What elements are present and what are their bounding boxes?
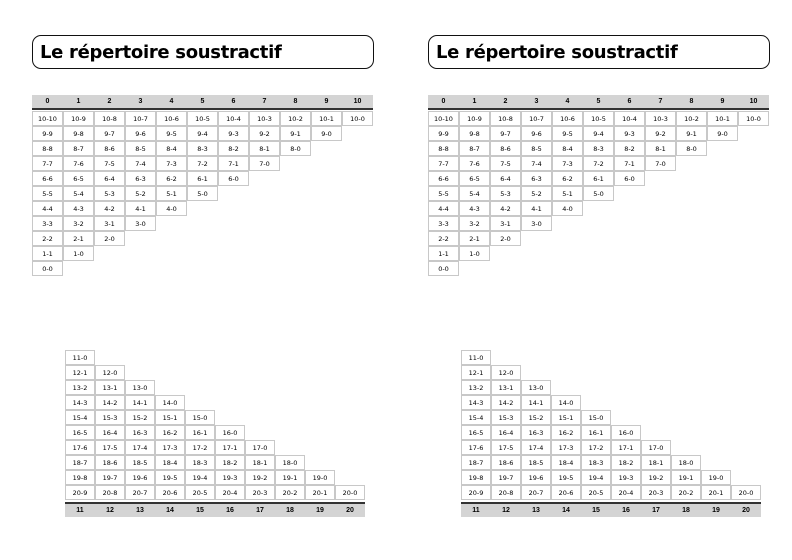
header-cell: 19 xyxy=(712,507,720,514)
subtraction-cell: 9-6 xyxy=(521,126,552,141)
subtraction-cell: 2-0 xyxy=(94,231,125,246)
subtraction-cell: 18-4 xyxy=(155,455,185,470)
subtraction-cell: 19-4 xyxy=(581,470,611,485)
subtraction-cell: 7-4 xyxy=(125,156,156,171)
subtraction-cell: 2-1 xyxy=(459,231,490,246)
subtraction-cell: 3-2 xyxy=(459,216,490,231)
subtraction-cell: 19-5 xyxy=(551,470,581,485)
subtraction-cell: 19-4 xyxy=(185,470,215,485)
subtraction-cell: 16-3 xyxy=(125,425,155,440)
subtraction-cell: 6-4 xyxy=(490,171,521,186)
subtraction-cell: 17-6 xyxy=(65,440,95,455)
subtraction-cell: 2-1 xyxy=(63,231,94,246)
subtraction-cell: 4-4 xyxy=(32,201,63,216)
subtraction-cell: 14-2 xyxy=(491,395,521,410)
subtraction-cell: 10-9 xyxy=(63,111,94,126)
subtraction-cell: 10-5 xyxy=(583,111,614,126)
subtraction-cell: 18-6 xyxy=(491,455,521,470)
subtraction-cell: 18-7 xyxy=(461,455,491,470)
subtraction-cell: 18-1 xyxy=(245,455,275,470)
subtraction-cell: 20-3 xyxy=(641,485,671,500)
subtraction-cell: 20-6 xyxy=(551,485,581,500)
subtraction-cell: 19-8 xyxy=(461,470,491,485)
subtraction-cell: 8-4 xyxy=(552,141,583,156)
subtraction-cell: 8-7 xyxy=(459,141,490,156)
subtraction-cell: 10-2 xyxy=(280,111,311,126)
header-cell: 16 xyxy=(226,507,234,514)
subtraction-cell: 8-3 xyxy=(187,141,218,156)
subtraction-cell: 20-9 xyxy=(65,485,95,500)
subtraction-cell: 19-1 xyxy=(275,470,305,485)
header-cell: 10 xyxy=(749,98,758,105)
subtraction-cell: 12-0 xyxy=(491,365,521,380)
subtraction-cell: 17-5 xyxy=(491,440,521,455)
subtraction-cell: 10-9 xyxy=(459,111,490,126)
bottom-header-row xyxy=(461,502,761,517)
subtraction-cell: 20-1 xyxy=(701,485,731,500)
subtraction-cell: 9-3 xyxy=(218,126,249,141)
subtraction-cell: 16-3 xyxy=(521,425,551,440)
subtraction-cell: 10-10 xyxy=(428,111,459,126)
header-cell: 12 xyxy=(106,507,114,514)
subtraction-cell: 3-0 xyxy=(521,216,552,231)
subtraction-cell: 14-1 xyxy=(521,395,551,410)
subtraction-cell: 20-2 xyxy=(275,485,305,500)
subtraction-cell: 18-3 xyxy=(581,455,611,470)
subtraction-cell: 17-1 xyxy=(611,440,641,455)
subtraction-cell: 6-5 xyxy=(63,171,94,186)
subtraction-cell: 17-3 xyxy=(155,440,185,455)
bottom-header-row xyxy=(65,502,365,517)
subtraction-cell: 10-1 xyxy=(311,111,342,126)
subtraction-cell: 18-5 xyxy=(521,455,551,470)
header-cell: 3 xyxy=(534,98,539,105)
subtraction-cell: 5-1 xyxy=(156,186,187,201)
subtraction-cell: 3-1 xyxy=(94,216,125,231)
header-cell: 5 xyxy=(596,98,601,105)
subtraction-cell: 7-5 xyxy=(94,156,125,171)
subtraction-cell: 5-4 xyxy=(459,186,490,201)
subtraction-cell: 20-5 xyxy=(185,485,215,500)
header-cell: 6 xyxy=(231,98,236,105)
header-cell: 2 xyxy=(503,98,508,105)
subtraction-cell: 6-1 xyxy=(583,171,614,186)
subtraction-cell: 11-0 xyxy=(461,350,491,365)
subtraction-cell: 11-0 xyxy=(65,350,95,365)
subtraction-cell: 14-1 xyxy=(125,395,155,410)
header-cell: 11 xyxy=(472,507,480,514)
subtraction-cell: 10-7 xyxy=(521,111,552,126)
subtraction-cell: 18-0 xyxy=(671,455,701,470)
header-cell: 1 xyxy=(472,98,477,105)
subtraction-cell: 20-4 xyxy=(215,485,245,500)
subtraction-cell: 20-7 xyxy=(125,485,155,500)
subtraction-cell: 10-7 xyxy=(125,111,156,126)
header-cell: 2 xyxy=(107,98,112,105)
subtraction-cell: 15-3 xyxy=(491,410,521,425)
subtraction-cell: 19-0 xyxy=(701,470,731,485)
subtraction-cell: 16-4 xyxy=(95,425,125,440)
subtraction-cell: 16-5 xyxy=(65,425,95,440)
subtraction-cell: 10-4 xyxy=(218,111,249,126)
subtraction-cell: 8-8 xyxy=(428,141,459,156)
subtraction-cell: 15-3 xyxy=(95,410,125,425)
subtraction-cell: 8-8 xyxy=(32,141,63,156)
subtraction-cell: 3-1 xyxy=(490,216,521,231)
subtraction-cell: 9-5 xyxy=(156,126,187,141)
subtraction-cell: 14-3 xyxy=(65,395,95,410)
subtraction-cell: 4-4 xyxy=(428,201,459,216)
subtraction-cell: 13-1 xyxy=(491,380,521,395)
subtraction-cell: 17-2 xyxy=(185,440,215,455)
subtraction-cell: 15-1 xyxy=(155,410,185,425)
subtraction-cell: 7-2 xyxy=(583,156,614,171)
worksheet-right xyxy=(396,0,792,560)
header-cell: 4 xyxy=(169,98,174,105)
subtraction-cell: 19-7 xyxy=(491,470,521,485)
subtraction-cell: 20-3 xyxy=(245,485,275,500)
subtraction-cell: 6-2 xyxy=(552,171,583,186)
header-cell: 7 xyxy=(658,98,663,105)
subtraction-cell: 15-1 xyxy=(551,410,581,425)
subtraction-cell: 1-0 xyxy=(63,246,94,261)
subtraction-cell: 20-2 xyxy=(671,485,701,500)
subtraction-cell: 9-6 xyxy=(125,126,156,141)
subtraction-cell: 20-7 xyxy=(521,485,551,500)
subtraction-cell: 16-0 xyxy=(611,425,641,440)
subtraction-cell: 19-7 xyxy=(95,470,125,485)
subtraction-cell: 6-5 xyxy=(459,171,490,186)
subtraction-cell: 8-1 xyxy=(645,141,676,156)
subtraction-cell: 19-8 xyxy=(65,470,95,485)
subtraction-cell: 20-5 xyxy=(581,485,611,500)
subtraction-cell: 14-0 xyxy=(155,395,185,410)
header-cell: 12 xyxy=(502,507,510,514)
subtraction-cell: 17-2 xyxy=(581,440,611,455)
subtraction-cell: 17-4 xyxy=(125,440,155,455)
subtraction-cell: 8-3 xyxy=(583,141,614,156)
subtraction-cell: 7-4 xyxy=(521,156,552,171)
page-title: Le répertoire soustractif xyxy=(436,42,678,63)
subtraction-cell: 20-8 xyxy=(95,485,125,500)
subtraction-cell: 7-7 xyxy=(428,156,459,171)
subtraction-cell: 19-0 xyxy=(305,470,335,485)
subtraction-cell: 7-3 xyxy=(552,156,583,171)
subtraction-cell: 10-5 xyxy=(187,111,218,126)
subtraction-cell: 7-1 xyxy=(218,156,249,171)
subtraction-cell: 15-2 xyxy=(521,410,551,425)
subtraction-cell: 9-5 xyxy=(552,126,583,141)
subtraction-cell: 10-6 xyxy=(156,111,187,126)
subtraction-cell: 3-3 xyxy=(428,216,459,231)
subtraction-cell: 4-1 xyxy=(125,201,156,216)
subtraction-cell: 3-3 xyxy=(32,216,63,231)
header-cell: 18 xyxy=(682,507,690,514)
subtraction-cell: 6-3 xyxy=(521,171,552,186)
header-cell: 20 xyxy=(346,507,354,514)
subtraction-cell: 16-5 xyxy=(461,425,491,440)
header-cell: 9 xyxy=(720,98,725,105)
subtraction-cell: 4-2 xyxy=(490,201,521,216)
subtraction-cell: 7-6 xyxy=(459,156,490,171)
subtraction-cell: 17-3 xyxy=(551,440,581,455)
subtraction-cell: 18-6 xyxy=(95,455,125,470)
subtraction-cell: 20-8 xyxy=(491,485,521,500)
subtraction-cell: 9-9 xyxy=(32,126,63,141)
subtraction-cell: 13-2 xyxy=(461,380,491,395)
subtraction-cell: 6-4 xyxy=(94,171,125,186)
subtraction-cell: 9-1 xyxy=(676,126,707,141)
subtraction-cell: 8-0 xyxy=(280,141,311,156)
subtraction-cell: 1-1 xyxy=(32,246,63,261)
subtraction-cell: 4-1 xyxy=(521,201,552,216)
subtraction-cell: 8-0 xyxy=(676,141,707,156)
subtraction-cell: 19-3 xyxy=(611,470,641,485)
subtraction-cell: 5-4 xyxy=(63,186,94,201)
header-cell: 3 xyxy=(138,98,143,105)
header-cell: 9 xyxy=(324,98,329,105)
header-cell: 17 xyxy=(256,507,264,514)
subtraction-cell: 10-6 xyxy=(552,111,583,126)
subtraction-cell: 10-8 xyxy=(490,111,521,126)
subtraction-cell: 10-0 xyxy=(342,111,373,126)
header-cell: 8 xyxy=(293,98,298,105)
subtraction-cell: 19-5 xyxy=(155,470,185,485)
subtraction-cell: 7-6 xyxy=(63,156,94,171)
subtraction-cell: 3-0 xyxy=(125,216,156,231)
subtraction-cell: 19-1 xyxy=(671,470,701,485)
subtraction-cell: 18-1 xyxy=(641,455,671,470)
subtraction-cell: 8-2 xyxy=(614,141,645,156)
header-cell: 14 xyxy=(562,507,570,514)
subtraction-cell: 14-0 xyxy=(551,395,581,410)
subtraction-cell: 13-2 xyxy=(65,380,95,395)
subtraction-cell: 18-2 xyxy=(611,455,641,470)
subtraction-cell: 5-0 xyxy=(583,186,614,201)
subtraction-cell: 12-1 xyxy=(461,365,491,380)
subtraction-cell: 9-0 xyxy=(707,126,738,141)
top-header-row xyxy=(32,95,373,110)
subtraction-cell: 9-8 xyxy=(459,126,490,141)
subtraction-cell: 8-6 xyxy=(94,141,125,156)
subtraction-cell: 10-8 xyxy=(94,111,125,126)
subtraction-cell: 20-6 xyxy=(155,485,185,500)
header-cell: 13 xyxy=(532,507,540,514)
subtraction-cell: 20-1 xyxy=(305,485,335,500)
subtraction-cell: 6-2 xyxy=(156,171,187,186)
subtraction-cell: 15-0 xyxy=(185,410,215,425)
subtraction-cell: 16-1 xyxy=(185,425,215,440)
subtraction-cell: 16-2 xyxy=(155,425,185,440)
subtraction-cell: 13-0 xyxy=(125,380,155,395)
subtraction-cell: 0-0 xyxy=(32,261,63,276)
title-box xyxy=(32,35,374,69)
header-cell: 14 xyxy=(166,507,174,514)
header-cell: 15 xyxy=(196,507,204,514)
header-cell: 16 xyxy=(622,507,630,514)
subtraction-cell: 5-5 xyxy=(32,186,63,201)
subtraction-cell: 20-9 xyxy=(461,485,491,500)
subtraction-cell: 5-2 xyxy=(125,186,156,201)
subtraction-cell: 8-6 xyxy=(490,141,521,156)
subtraction-cell: 9-2 xyxy=(249,126,280,141)
subtraction-cell: 17-0 xyxy=(641,440,671,455)
subtraction-cell: 14-2 xyxy=(95,395,125,410)
subtraction-cell: 18-0 xyxy=(275,455,305,470)
subtraction-cell: 19-3 xyxy=(215,470,245,485)
header-cell: 6 xyxy=(627,98,632,105)
subtraction-cell: 16-4 xyxy=(491,425,521,440)
subtraction-cell: 19-6 xyxy=(125,470,155,485)
subtraction-cell: 18-2 xyxy=(215,455,245,470)
subtraction-cell: 2-2 xyxy=(428,231,459,246)
subtraction-cell: 6-3 xyxy=(125,171,156,186)
subtraction-cell: 16-2 xyxy=(551,425,581,440)
title-box xyxy=(428,35,770,69)
subtraction-cell: 6-0 xyxy=(614,171,645,186)
header-cell: 11 xyxy=(76,507,84,514)
header-cell: 8 xyxy=(689,98,694,105)
subtraction-cell: 9-8 xyxy=(63,126,94,141)
header-cell: 19 xyxy=(316,507,324,514)
subtraction-cell: 7-0 xyxy=(249,156,280,171)
subtraction-cell: 17-0 xyxy=(245,440,275,455)
subtraction-cell: 18-3 xyxy=(185,455,215,470)
subtraction-cell: 9-7 xyxy=(94,126,125,141)
subtraction-cell: 18-7 xyxy=(65,455,95,470)
subtraction-cell: 9-9 xyxy=(428,126,459,141)
subtraction-cell: 19-2 xyxy=(641,470,671,485)
subtraction-cell: 3-2 xyxy=(63,216,94,231)
subtraction-cell: 8-4 xyxy=(156,141,187,156)
header-cell: 18 xyxy=(286,507,294,514)
subtraction-cell: 16-1 xyxy=(581,425,611,440)
subtraction-cell: 6-6 xyxy=(32,171,63,186)
subtraction-cell: 4-2 xyxy=(94,201,125,216)
subtraction-cell: 1-0 xyxy=(459,246,490,261)
subtraction-cell: 6-0 xyxy=(218,171,249,186)
subtraction-cell: 7-0 xyxy=(645,156,676,171)
subtraction-cell: 18-5 xyxy=(125,455,155,470)
page-title: Le répertoire soustractif xyxy=(40,42,282,63)
subtraction-cell: 9-2 xyxy=(645,126,676,141)
subtraction-cell: 14-3 xyxy=(461,395,491,410)
subtraction-cell: 10-1 xyxy=(707,111,738,126)
subtraction-cell: 2-0 xyxy=(490,231,521,246)
subtraction-cell: 15-4 xyxy=(461,410,491,425)
subtraction-cell: 4-0 xyxy=(156,201,187,216)
header-cell: 0 xyxy=(45,98,50,105)
subtraction-cell: 19-2 xyxy=(245,470,275,485)
subtraction-cell: 5-3 xyxy=(490,186,521,201)
subtraction-cell: 20-0 xyxy=(335,485,365,500)
subtraction-cell: 9-4 xyxy=(187,126,218,141)
header-cell: 0 xyxy=(441,98,446,105)
subtraction-cell: 9-1 xyxy=(280,126,311,141)
header-cell: 7 xyxy=(262,98,267,105)
header-cell: 4 xyxy=(565,98,570,105)
subtraction-cell: 6-6 xyxy=(428,171,459,186)
subtraction-cell: 4-3 xyxy=(63,201,94,216)
subtraction-cell: 8-7 xyxy=(63,141,94,156)
subtraction-cell: 7-2 xyxy=(187,156,218,171)
subtraction-cell: 9-7 xyxy=(490,126,521,141)
subtraction-cell: 18-4 xyxy=(551,455,581,470)
subtraction-cell: 5-1 xyxy=(552,186,583,201)
subtraction-cell: 0-0 xyxy=(428,261,459,276)
subtraction-cell: 10-0 xyxy=(738,111,769,126)
top-header-row xyxy=(428,95,769,110)
header-cell: 15 xyxy=(592,507,600,514)
subtraction-cell: 5-5 xyxy=(428,186,459,201)
subtraction-cell: 15-0 xyxy=(581,410,611,425)
subtraction-cell: 15-2 xyxy=(125,410,155,425)
subtraction-cell: 12-0 xyxy=(95,365,125,380)
subtraction-cell: 16-0 xyxy=(215,425,245,440)
subtraction-cell: 1-1 xyxy=(428,246,459,261)
subtraction-cell: 7-7 xyxy=(32,156,63,171)
header-cell: 5 xyxy=(200,98,205,105)
subtraction-cell: 19-6 xyxy=(521,470,551,485)
subtraction-cell: 8-5 xyxy=(521,141,552,156)
subtraction-cell: 10-3 xyxy=(645,111,676,126)
subtraction-cell: 10-2 xyxy=(676,111,707,126)
subtraction-cell: 17-4 xyxy=(521,440,551,455)
subtraction-cell: 12-1 xyxy=(65,365,95,380)
subtraction-cell: 7-5 xyxy=(490,156,521,171)
header-cell: 10 xyxy=(353,98,362,105)
subtraction-cell: 9-4 xyxy=(583,126,614,141)
subtraction-cell: 4-0 xyxy=(552,201,583,216)
subtraction-cell: 5-0 xyxy=(187,186,218,201)
subtraction-cell: 9-0 xyxy=(311,126,342,141)
subtraction-cell: 13-1 xyxy=(95,380,125,395)
subtraction-cell: 10-4 xyxy=(614,111,645,126)
subtraction-cell: 13-0 xyxy=(521,380,551,395)
subtraction-cell: 15-4 xyxy=(65,410,95,425)
subtraction-cell: 2-2 xyxy=(32,231,63,246)
subtraction-cell: 8-1 xyxy=(249,141,280,156)
subtraction-cell: 17-1 xyxy=(215,440,245,455)
subtraction-cell: 20-0 xyxy=(731,485,761,500)
subtraction-cell: 8-5 xyxy=(125,141,156,156)
subtraction-cell: 17-5 xyxy=(95,440,125,455)
subtraction-cell: 5-3 xyxy=(94,186,125,201)
header-cell: 20 xyxy=(742,507,750,514)
subtraction-cell: 6-1 xyxy=(187,171,218,186)
subtraction-cell: 10-10 xyxy=(32,111,63,126)
header-cell: 13 xyxy=(136,507,144,514)
header-cell: 17 xyxy=(652,507,660,514)
subtraction-cell: 10-3 xyxy=(249,111,280,126)
subtraction-cell: 20-4 xyxy=(611,485,641,500)
header-cell: 1 xyxy=(76,98,81,105)
subtraction-cell: 8-2 xyxy=(218,141,249,156)
subtraction-cell: 17-6 xyxy=(461,440,491,455)
subtraction-cell: 5-2 xyxy=(521,186,552,201)
subtraction-cell: 9-3 xyxy=(614,126,645,141)
subtraction-cell: 4-3 xyxy=(459,201,490,216)
subtraction-cell: 7-1 xyxy=(614,156,645,171)
subtraction-cell: 7-3 xyxy=(156,156,187,171)
